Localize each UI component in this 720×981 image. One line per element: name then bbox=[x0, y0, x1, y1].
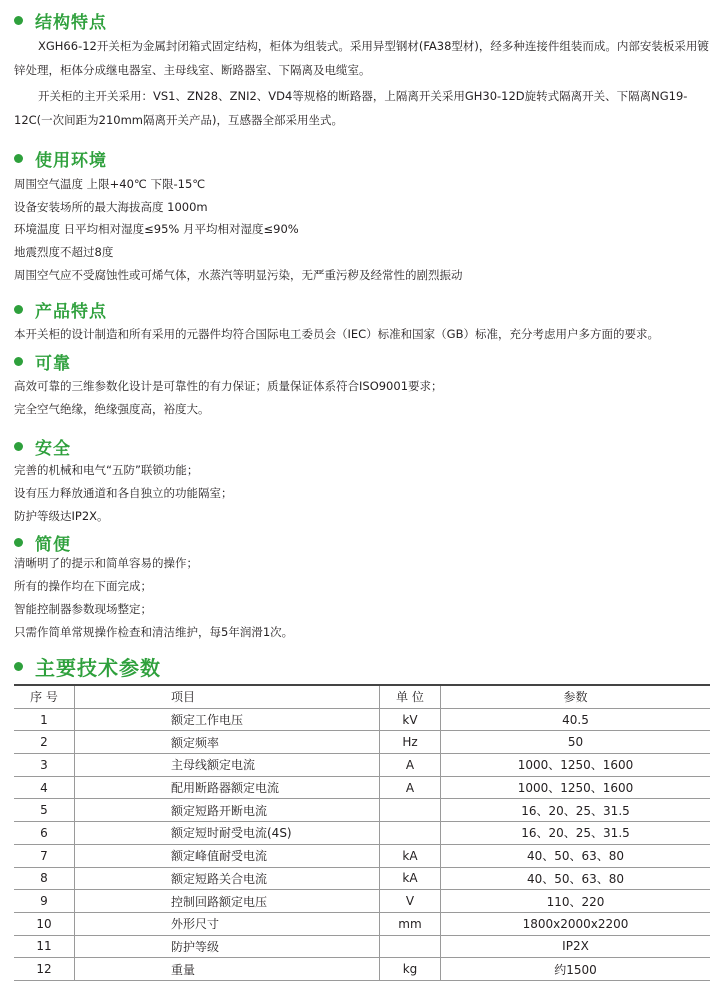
table-row bbox=[14, 912, 710, 935]
header-cell-unit: 单 位 bbox=[380, 685, 441, 708]
environment-line: 地震烈度不超过8度 bbox=[14, 245, 114, 259]
simple-line: 只需作简单常规操作检查和清洁维护，每5年润滑1次。 bbox=[14, 625, 294, 639]
environment-line: 周围空气应不受腐蚀性或可烯气体，水蒸汽等明显污染，无严重污秽及经常性的剧烈振动 bbox=[14, 268, 463, 282]
heading-simple bbox=[14, 530, 71, 555]
cell-unit: V bbox=[380, 890, 441, 913]
reliable-line: 高效可靠的三维参数化设计是可靠性的有力保证；质量保证体系符合ISO9001要求； bbox=[14, 379, 443, 393]
cell-unit: A bbox=[380, 776, 441, 799]
cell-unit: kV bbox=[380, 708, 441, 731]
cell-item: 主母线额定电流 bbox=[75, 754, 380, 777]
table-row bbox=[14, 890, 710, 913]
cell-index: 2 bbox=[14, 731, 75, 754]
heading-environment bbox=[14, 146, 107, 171]
cell-value: 1000、1250、1600 bbox=[441, 776, 711, 799]
structure-paragraph-1: XGH66-12开关柜为金属封闭箱式固定结构，柜体为组装式。采用异型钢材(FA38型材)，经多种连接件组装而成。内部安装板采用镀锌处理，柜体分成继电器室、主母线室、断路器室、下隔离及电缆室。 bbox=[14, 39, 709, 77]
cell-index: 10 bbox=[14, 912, 75, 935]
simple-line: 清晰明了的提示和简单容易的操作； bbox=[14, 556, 198, 570]
bullet-dot-icon bbox=[14, 16, 23, 25]
cell-unit: kA bbox=[380, 844, 441, 867]
cell-unit bbox=[380, 822, 441, 845]
cell-unit bbox=[380, 799, 441, 822]
cell-value: 40.5 bbox=[441, 708, 711, 731]
cell-item: 额定短路开断电流 bbox=[75, 799, 380, 822]
cell-index: 8 bbox=[14, 867, 75, 890]
heading-params bbox=[14, 652, 161, 681]
cell-value: 1800x2000x2200 bbox=[441, 912, 711, 935]
cell-value: 40、50、63、80 bbox=[441, 867, 711, 890]
cell-value: 16、20、25、31.5 bbox=[441, 822, 711, 845]
cell-index: 3 bbox=[14, 754, 75, 777]
table-header-row bbox=[14, 685, 710, 708]
reliable-line: 完全空气绝缘，绝缘强度高，裕度大。 bbox=[14, 402, 210, 416]
cell-index: 7 bbox=[14, 844, 75, 867]
safety-line: 完善的机械和电气“五防”联锁功能； bbox=[14, 463, 199, 477]
heading-product bbox=[14, 297, 107, 322]
header-cell-value: 参数 bbox=[441, 685, 711, 708]
heading-params-text: 主要技术参数 bbox=[35, 656, 161, 680]
cell-unit: kg bbox=[380, 958, 441, 981]
heading-structure bbox=[14, 8, 107, 33]
cell-index: 5 bbox=[14, 799, 75, 822]
cell-index: 11 bbox=[14, 935, 75, 958]
cell-item: 额定工作电压 bbox=[75, 708, 380, 731]
safety-line: 设有压力释放通道和各自独立的功能隔室； bbox=[14, 486, 233, 500]
environment-line: 环境温度 日平均相对湿度≤95% 月平均相对湿度≤90% bbox=[14, 222, 299, 236]
bullet-dot-icon bbox=[14, 538, 23, 547]
cell-item: 控制回路额定电压 bbox=[75, 890, 380, 913]
table-row bbox=[14, 822, 710, 845]
heading-simple-text: 简便 bbox=[35, 535, 71, 555]
cell-item: 额定短路关合电流 bbox=[75, 867, 380, 890]
cell-value: 1000、1250、1600 bbox=[441, 754, 711, 777]
cell-unit: A bbox=[380, 754, 441, 777]
bullet-dot-icon bbox=[14, 305, 23, 314]
bullet-dot-icon bbox=[14, 154, 23, 163]
heading-product-text: 产品特点 bbox=[35, 302, 107, 322]
simple-line: 所有的操作均在下面完成； bbox=[14, 579, 152, 593]
heading-reliable-text: 可靠 bbox=[35, 354, 71, 374]
simple-line: 智能控制器参数现场整定； bbox=[14, 602, 152, 616]
cell-item: 额定峰值耐受电流 bbox=[75, 844, 380, 867]
cell-value: 110、220 bbox=[441, 890, 711, 913]
cell-index: 9 bbox=[14, 890, 75, 913]
header-cell-item: 项目 bbox=[75, 685, 380, 708]
heading-environment-text: 使用环境 bbox=[35, 151, 107, 171]
table-row bbox=[14, 958, 710, 981]
cell-unit bbox=[380, 935, 441, 958]
table-row bbox=[14, 776, 710, 799]
heading-safety bbox=[14, 434, 71, 459]
cell-unit: kA bbox=[380, 867, 441, 890]
cell-index: 6 bbox=[14, 822, 75, 845]
cell-value: 约1500 bbox=[441, 958, 711, 981]
table-row bbox=[14, 867, 710, 890]
header-cell-index: 序 号 bbox=[14, 685, 75, 708]
cell-item: 额定短时耐受电流(4S) bbox=[75, 822, 380, 845]
heading-structure-text: 结构特点 bbox=[35, 13, 107, 33]
cell-value: 40、50、63、80 bbox=[441, 844, 711, 867]
cell-value: IP2X bbox=[441, 935, 711, 958]
cell-unit: mm bbox=[380, 912, 441, 935]
bullet-dot-icon bbox=[14, 357, 23, 366]
cell-item: 配用断路器额定电流 bbox=[75, 776, 380, 799]
table-row bbox=[14, 708, 710, 731]
safety-line: 防护等级达IP2X。 bbox=[14, 509, 109, 523]
cell-unit: Hz bbox=[380, 731, 441, 754]
table-row bbox=[14, 799, 710, 822]
cell-value: 50 bbox=[441, 731, 711, 754]
product-line: 本开关柜的设计制造和所有采用的元器件均符合国际电工委员会（IEC）标准和国家（GB）标准，充分考虑用户多方面的要求。 bbox=[14, 327, 659, 341]
table-row bbox=[14, 754, 710, 777]
cell-index: 12 bbox=[14, 958, 75, 981]
environment-line: 周围空气温度 上限+40℃ 下限-15℃ bbox=[14, 177, 206, 191]
table-row bbox=[14, 935, 710, 958]
table-row bbox=[14, 844, 710, 867]
environment-line: 设备安装场所的最大海拔高度 1000m bbox=[14, 200, 208, 214]
cell-item: 重量 bbox=[75, 958, 380, 981]
structure-paragraph-2: 开关柜的主开关采用：VS1、ZN28、ZNI2、VD4等规格的断路器，上隔离开关采用GH30-12D旋转式隔离开关、下隔离NG19-12C(一次间距为210mm隔离开关产品)，互感器全部采用坐式。 bbox=[14, 89, 688, 127]
table-row bbox=[14, 731, 710, 754]
cell-index: 1 bbox=[14, 708, 75, 731]
cell-item: 外形尺寸 bbox=[75, 912, 380, 935]
cell-value: 16、20、25、31.5 bbox=[441, 799, 711, 822]
cell-index: 4 bbox=[14, 776, 75, 799]
spec-table bbox=[14, 684, 710, 981]
cell-item: 防护等级 bbox=[75, 935, 380, 958]
bullet-dot-icon bbox=[14, 662, 23, 671]
bullet-dot-icon bbox=[14, 442, 23, 451]
heading-safety-text: 安全 bbox=[35, 439, 71, 459]
heading-reliable bbox=[14, 349, 71, 374]
cell-item: 额定频率 bbox=[75, 731, 380, 754]
